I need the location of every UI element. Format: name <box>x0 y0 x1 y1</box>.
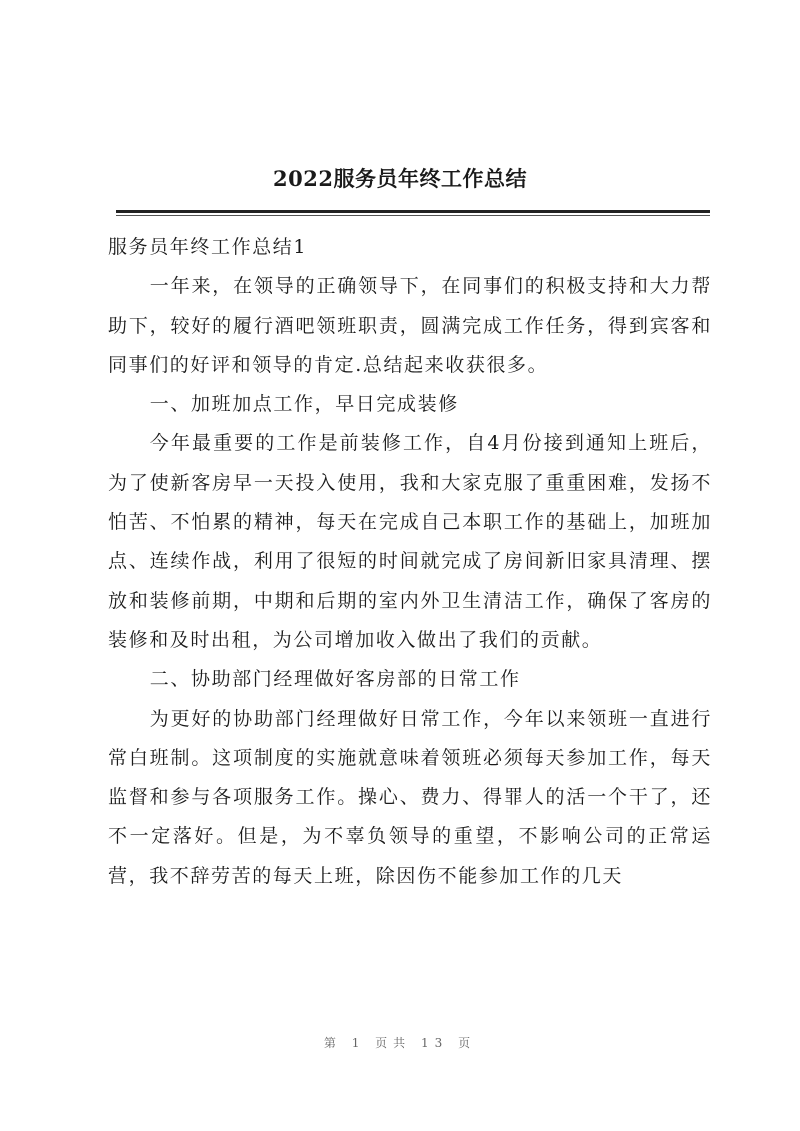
page-footer: 第 1 页共 13 页 <box>323 1036 477 1050</box>
section-heading: 服务员年终工作总结1 <box>108 236 308 258</box>
title-rule-thin <box>116 215 710 216</box>
paragraph-intro: 一年来，在领导的正确领导下，在同事们的积极支持和大力帮助下，较好的履行酒吧领班职责，圆满完成工作任务，得到宾客和同事们的好评和领导的肯定.总结起来收获很多。 <box>108 275 712 376</box>
document-title: 2022服务员年终工作总结 <box>273 166 527 191</box>
subheading-two: 二、协助部门经理做好客房部的日常工作 <box>149 668 521 691</box>
document-body <box>108 228 712 896</box>
paragraph-daily-work: 为更好的协助部门经理做好日常工作，今年以来领班一直进行常白班制。这项制度的实施就意味着领班必须每天参加工作，每天监督和参与各项服务工作。操心、费力、得罪人的活一个干了，还不一定落好。但是，为不辜负领导的重望，不影响公司的正常运营，我不辞劳苦的每天上班，除因伤不能参加工作的几天 <box>108 707 712 887</box>
subheading-one: 一、加班加点工作，早日完成装修 <box>149 393 459 416</box>
paragraph-renovation: 今年最重要的工作是前装修工作，自4月份接到通知上班后，为了使新客房早一天投入使用，我和大家克服了重重困难，发扬不怕苦、不怕累的精神，每天在完成自己本职工作的基础上，加班加点、连续作战，利用了很短的时间就完成了房间新旧家具清理、摆放和装修前期，中期和后期的室内外卫生清洁工作，确保了客房的装修和及时出租，为公司增加收入做出了我们的贡献。 <box>108 432 712 651</box>
title-rule <box>116 210 710 213</box>
